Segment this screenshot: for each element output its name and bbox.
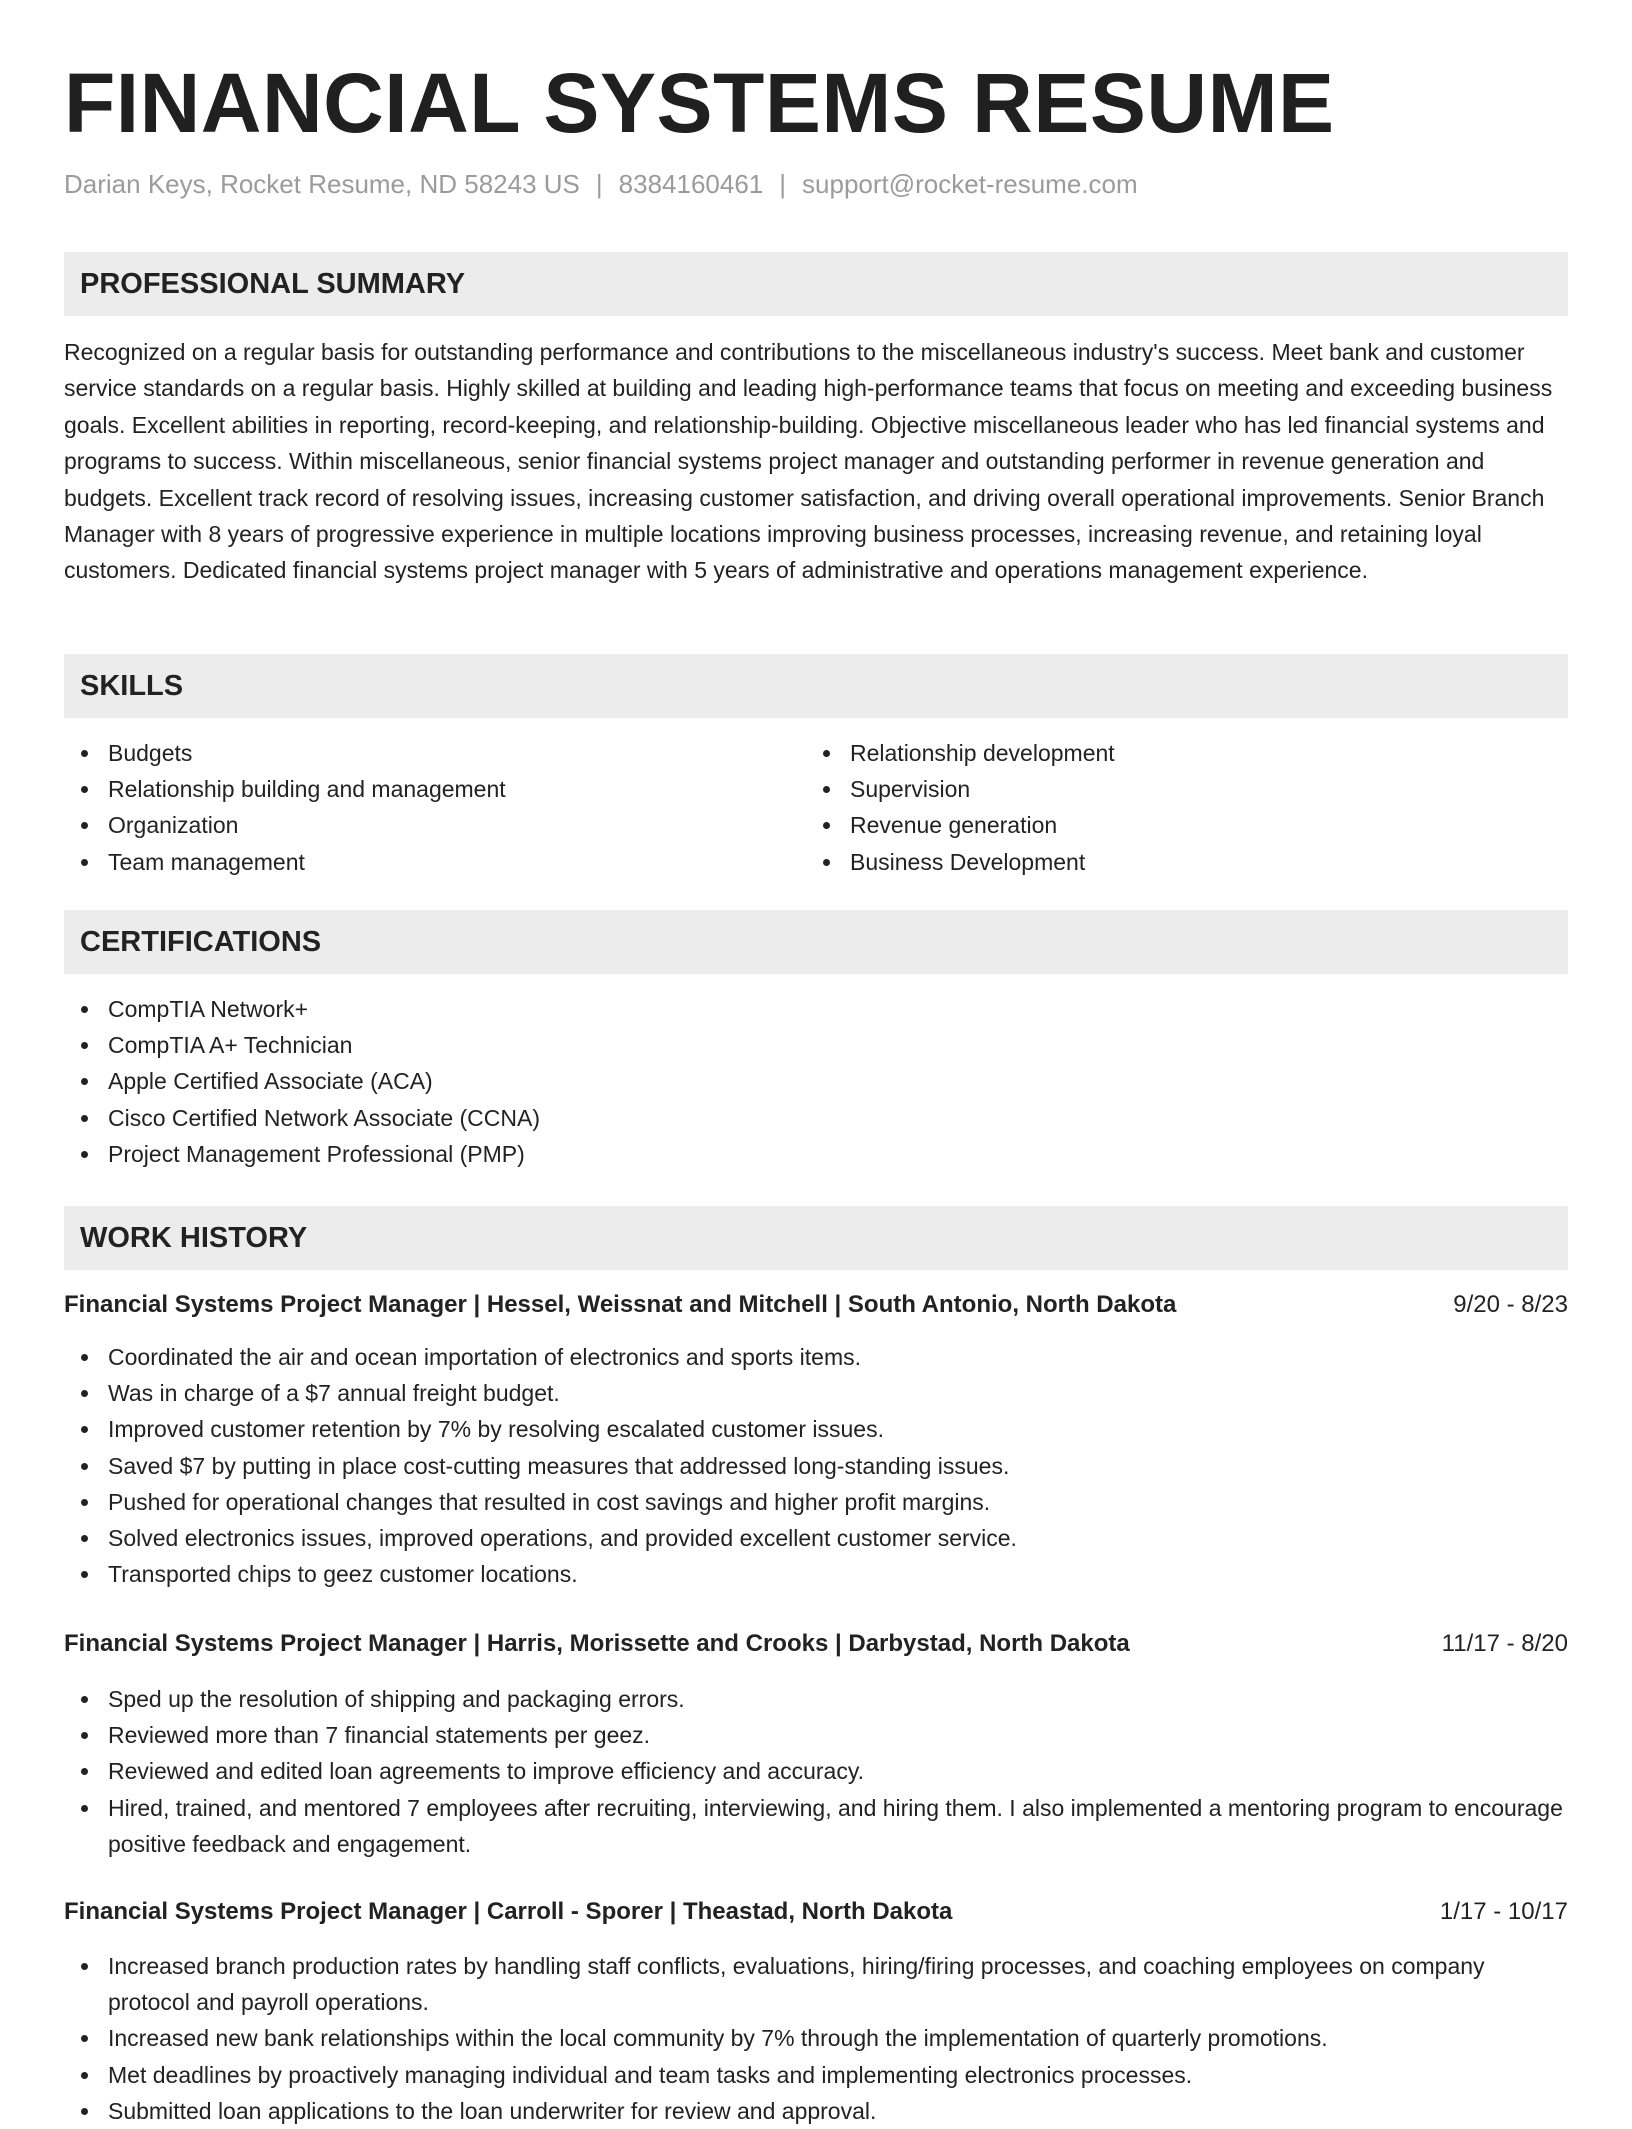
certification-item: CompTIA Network+ xyxy=(64,991,1568,1027)
job-bullet: Increased new bank relationships within the local community by 7% through the implementation of quarterly promotions. xyxy=(64,2020,1568,2056)
job-header xyxy=(64,1626,1568,1662)
job-bullet: Coordinated the air and ocean importation of electronics and sports items. xyxy=(64,1339,1568,1375)
contact-line xyxy=(64,166,1138,202)
job-header xyxy=(64,1287,1568,1323)
job-bullet: Pushed for operational changes that resulted in cost savings and higher profit margins. xyxy=(64,1484,1568,1520)
contact-phone: 8384160461 xyxy=(618,169,764,199)
job-dates: 11/17 - 8/20 xyxy=(1441,1630,1568,1657)
skill-item: Revenue generation xyxy=(806,807,1546,843)
job-bullets xyxy=(64,1681,1568,1862)
skill-item: Relationship development xyxy=(806,735,1546,771)
job-bullet: Hired, trained, and mentored 7 employees after recruiting, interviewing, and hiring them. I also implemented a mentoring program to encourage positive feedback and engagement. xyxy=(64,1790,1568,1862)
job-bullet: Reviewed more than 7 financial statements per geez. xyxy=(64,1717,1568,1753)
job-header xyxy=(64,1894,1568,1930)
skill-item: Organization xyxy=(64,807,804,843)
job-bullet: Sped up the resolution of shipping and packaging errors. xyxy=(64,1681,1568,1717)
section-title: SKILLS xyxy=(80,670,184,702)
resume-title: FINANCIAL SYSTEMS RESUME xyxy=(64,56,1335,150)
contact-separator: | xyxy=(595,169,603,199)
skill-item: Business Development xyxy=(806,844,1546,880)
skill-item: Team management xyxy=(64,844,804,880)
certification-item: CompTIA A+ Technician xyxy=(64,1027,1568,1063)
certification-item: Project Management Professional (PMP) xyxy=(64,1136,1568,1172)
contact-separator: | xyxy=(779,169,787,199)
contact-address: Darian Keys, Rocket Resume, ND 58243 US xyxy=(64,169,580,199)
certification-item: Cisco Certified Network Associate (CCNA) xyxy=(64,1100,1568,1136)
job-bullet: Increased branch production rates by handling staff conflicts, evaluations, hiring/firing processes, and coaching employees on company protocol and payroll operations. xyxy=(64,1948,1568,2020)
section-title: WORK HISTORY xyxy=(80,1222,308,1254)
section-header-work-history xyxy=(64,1206,1568,1270)
job-bullet: Was in charge of a $7 annual freight budget. xyxy=(64,1375,1568,1411)
skills-list-right xyxy=(806,735,1546,880)
job-title: Financial Systems Project Manager | Hessel, Weissnat and Mitchell | South Antonio, North Dakota xyxy=(64,1291,1177,1318)
job-bullets xyxy=(64,1339,1568,1592)
skills-list-left xyxy=(64,735,804,880)
skill-item: Relationship building and management xyxy=(64,771,804,807)
job-dates: 9/20 - 8/23 xyxy=(1453,1291,1568,1318)
section-title: PROFESSIONAL SUMMARY xyxy=(80,268,466,300)
job-bullet: Transported chips to geez customer locations. xyxy=(64,1556,1568,1592)
certifications-list xyxy=(64,991,1568,1172)
job-dates: 1/17 - 10/17 xyxy=(1439,1898,1568,1925)
job-bullet: Solved electronics issues, improved operations, and provided excellent customer service. xyxy=(64,1520,1568,1556)
job-bullet: Saved $7 by putting in place cost-cutting measures that addressed long-standing issues. xyxy=(64,1448,1568,1484)
contact-email[interactable]: support@rocket-resume.com xyxy=(802,169,1138,199)
section-header-summary xyxy=(64,252,1568,316)
section-header-skills xyxy=(64,654,1568,718)
job-title: Financial Systems Project Manager | Carroll - Sporer | Theastad, North Dakota xyxy=(64,1898,953,1925)
section-header-certifications xyxy=(64,910,1568,974)
job-title: Financial Systems Project Manager | Harris, Morissette and Crooks | Darbystad, North Dakota xyxy=(64,1630,1130,1657)
job-bullet: Submitted loan applications to the loan underwriter for review and approval. xyxy=(64,2093,1568,2129)
skill-item: Supervision xyxy=(806,771,1546,807)
job-bullets xyxy=(64,1948,1568,2129)
job-bullet: Reviewed and edited loan agreements to improve efficiency and accuracy. xyxy=(64,1753,1568,1789)
section-title: CERTIFICATIONS xyxy=(80,926,322,958)
job-bullet: Improved customer retention by 7% by resolving escalated customer issues. xyxy=(64,1411,1568,1447)
summary-text: Recognized on a regular basis for outstanding performance and contributions to the miscellaneous industry's success. Meet bank and customer service standards on a regular basis. Highly skilled at building and leading high-performance teams that focus on meeting and exceeding business goals. Excellent abilities in reporting, record-keeping, and relationship-building. Objective miscellaneous leader who has led financial systems and programs to success. Within miscellaneous, senior financial systems project manager and outstanding performer in revenue generation and budgets. Excellent track record of resolving issues, increasing customer satisfaction, and driving overall operational improvements. Senior Branch Manager with 8 years of progressive experience in multiple locations improving business processes, increasing revenue, and retaining loyal customers. Dedicated financial systems project manager with 5 years of administrative and operations management experience. xyxy=(64,339,1553,584)
job-bullet: Met deadlines by proactively managing individual and team tasks and implementing electronics processes. xyxy=(64,2057,1568,2093)
certification-item: Apple Certified Associate (ACA) xyxy=(64,1063,1568,1099)
skill-item: Budgets xyxy=(64,735,804,771)
